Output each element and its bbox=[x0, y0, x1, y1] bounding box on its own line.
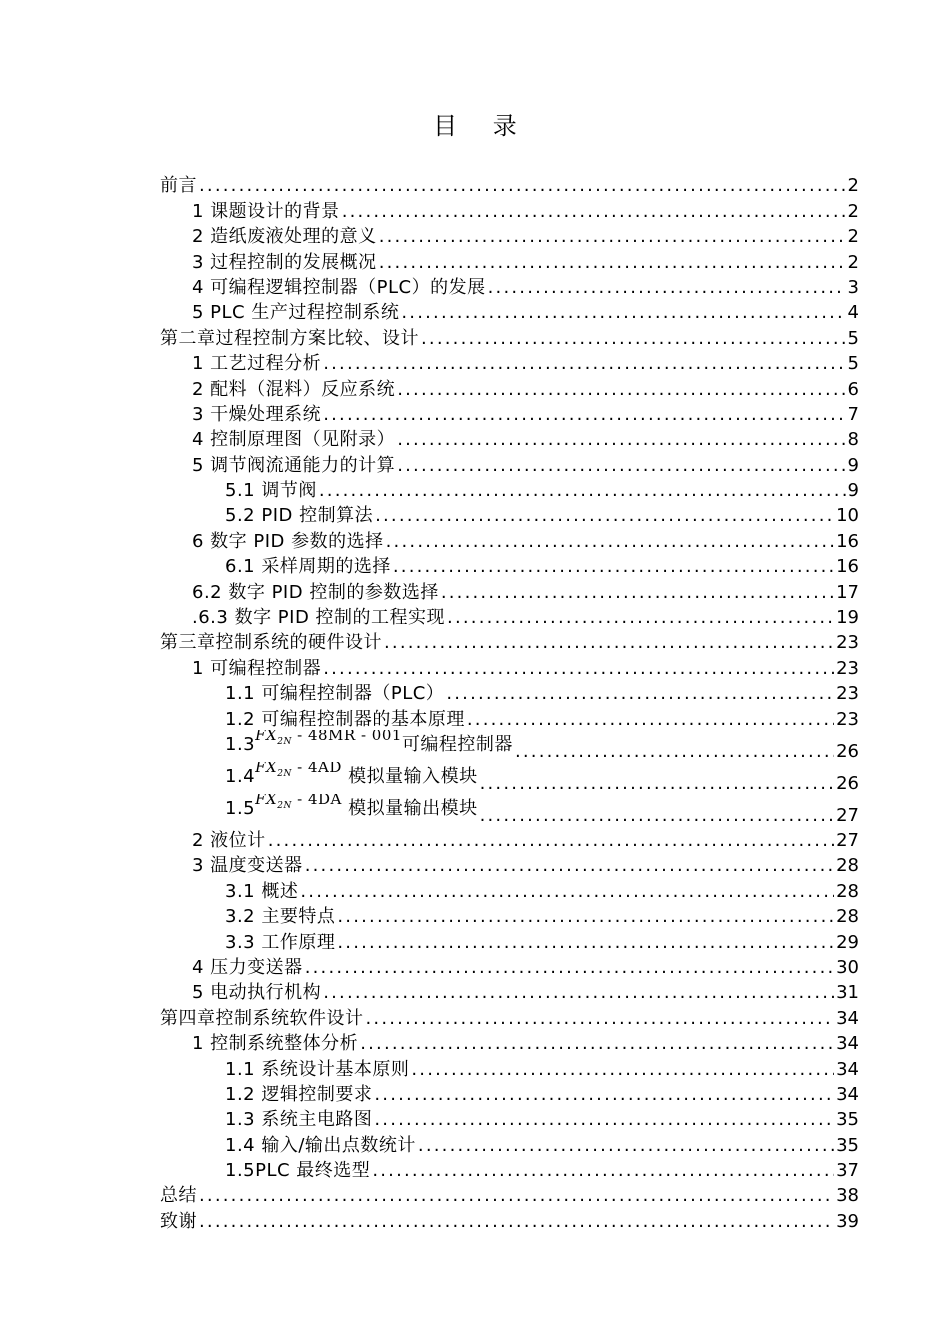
toc-entry-title bbox=[225, 1060, 409, 1080]
toc-entry[interactable] bbox=[160, 876, 859, 901]
toc-entry-title bbox=[160, 633, 382, 653]
toc-entry-label: 3 过程控制的发展概况 bbox=[192, 251, 377, 273]
toc-entry-label: .6.3 数字 PID 控制的工程实现 bbox=[192, 607, 446, 629]
toc-entry-title bbox=[225, 481, 317, 501]
toc-entry-label: 1.3 bbox=[225, 733, 256, 755]
toc-entry-label: 4 压力变送器 bbox=[192, 956, 303, 978]
toc-entry-title bbox=[192, 608, 445, 628]
toc-entry-title bbox=[225, 1085, 372, 1105]
toc-entry-title bbox=[192, 354, 321, 374]
toc-entry-page: 37 bbox=[836, 1160, 859, 1182]
toc-entry[interactable] bbox=[160, 552, 859, 577]
toc-entry-label: 致谢 bbox=[160, 1210, 197, 1232]
dot-leader bbox=[337, 907, 834, 927]
toc-entry-label: 1.4 输入/输出点数统计 bbox=[225, 1134, 416, 1156]
toc-entry-page: 3 bbox=[847, 276, 859, 298]
dot-leader bbox=[300, 882, 834, 902]
toc-entry-page: 27 bbox=[836, 829, 859, 851]
toc-entry-title bbox=[192, 958, 303, 978]
formula-base: FX bbox=[255, 761, 278, 776]
toc-entry-title bbox=[225, 1136, 416, 1156]
toc-entry[interactable] bbox=[160, 628, 859, 653]
toc-entry[interactable] bbox=[160, 927, 859, 952]
toc-entry-page: 23 bbox=[836, 708, 859, 730]
toc-entry-title bbox=[192, 405, 321, 425]
toc-entry[interactable] bbox=[160, 1105, 859, 1130]
toc-entry-page: 2 bbox=[847, 175, 859, 197]
toc-entry-title bbox=[225, 793, 478, 826]
formula-subscript: 2N bbox=[277, 800, 292, 811]
toc-entry[interactable] bbox=[160, 603, 859, 628]
dot-leader bbox=[480, 806, 835, 826]
toc-entry-title bbox=[160, 1212, 197, 1232]
toc-entry-title bbox=[192, 583, 439, 603]
toc-entry-label: 6.2 数字 PID 控制的参数选择 bbox=[192, 581, 439, 603]
toc-entry-label: 第二章过程控制方案比较、设计 bbox=[160, 327, 419, 349]
toc-entry[interactable] bbox=[160, 653, 859, 678]
toc-entry-label: 3.1 概述 bbox=[225, 880, 299, 902]
toc-entry[interactable] bbox=[160, 501, 859, 526]
toc-entry-title bbox=[192, 983, 321, 1003]
toc-entry-label: 5.1 调节阀 bbox=[225, 480, 317, 502]
toc-entry-label: 3.2 主要特点 bbox=[225, 906, 336, 928]
toc-entry-label: 3.3 工作原理 bbox=[225, 931, 336, 953]
dot-leader bbox=[323, 354, 845, 374]
toc-entry-label: 1 工艺过程分析 bbox=[192, 353, 322, 375]
toc-entry-title bbox=[225, 1110, 372, 1130]
toc-entry-page: 2 bbox=[847, 200, 859, 222]
toc-entry[interactable] bbox=[160, 902, 859, 927]
dot-leader bbox=[467, 710, 834, 730]
toc-entry-label: 4 可编程逻辑控制器（PLC）的发展 bbox=[192, 276, 486, 298]
toc-list bbox=[160, 171, 859, 1232]
toc-entry-label: 2 液位计 bbox=[192, 829, 266, 851]
toc-entry-page: 26 bbox=[836, 740, 859, 762]
dot-leader bbox=[480, 774, 835, 794]
toc-entry-title bbox=[192, 202, 340, 222]
toc-entry[interactable] bbox=[160, 400, 859, 425]
toc-entry-page: 2 bbox=[847, 251, 859, 273]
toc-entry-title bbox=[225, 907, 335, 927]
toc-entry[interactable] bbox=[160, 953, 859, 978]
toc-entry-label: 1.5 bbox=[225, 797, 256, 819]
toc-entry-title bbox=[192, 831, 266, 851]
toc-entry-title bbox=[225, 710, 465, 730]
toc-entry[interactable] bbox=[160, 247, 859, 272]
toc-entry-title bbox=[192, 227, 377, 247]
toc-entry-label: 第三章控制系统的硬件设计 bbox=[160, 632, 382, 654]
toc-entry-suffix: 模拟量输入模块 bbox=[341, 765, 478, 787]
dot-leader bbox=[401, 303, 845, 323]
toc-entry-label: 1.2 可编程控制器的基本原理 bbox=[225, 708, 465, 730]
toc-entry-title bbox=[225, 761, 478, 794]
toc-entry-page: 4 bbox=[847, 302, 859, 324]
toc-entry-page: 5 bbox=[847, 327, 859, 349]
toc-entry-label: 1 课题设计的背景 bbox=[192, 200, 340, 222]
toc-entry-page: 34 bbox=[836, 1033, 859, 1055]
toc-entry-title bbox=[192, 1034, 358, 1054]
toc-entry[interactable] bbox=[160, 171, 859, 196]
toc-entry-label: 1.1 系统设计基本原则 bbox=[225, 1058, 410, 1080]
toc-entry[interactable] bbox=[160, 1181, 859, 1206]
toc-entry-label: 2 造纸废液处理的意义 bbox=[192, 226, 377, 248]
model-formula bbox=[255, 793, 342, 811]
toc-entry-page: 6 bbox=[847, 378, 859, 400]
dot-leader bbox=[488, 278, 846, 298]
dot-leader bbox=[418, 1136, 834, 1156]
toc-entry-title bbox=[225, 557, 391, 577]
dot-leader bbox=[379, 227, 846, 247]
dot-leader bbox=[515, 742, 834, 762]
dot-leader bbox=[375, 506, 834, 526]
dot-leader bbox=[305, 958, 834, 978]
toc-entry-title bbox=[192, 532, 384, 552]
toc-entry[interactable] bbox=[160, 1156, 859, 1181]
toc-entry-page: 10 bbox=[836, 505, 859, 527]
toc-entry[interactable] bbox=[160, 476, 859, 501]
toc-entry-title bbox=[192, 856, 303, 876]
toc-entry[interactable] bbox=[160, 349, 859, 374]
dot-leader bbox=[305, 856, 834, 876]
model-formula bbox=[255, 761, 342, 779]
toc-entry[interactable] bbox=[160, 425, 859, 450]
toc-entry-page: 39 bbox=[836, 1210, 859, 1232]
toc-entry-title bbox=[192, 456, 395, 476]
toc-entry-page: 34 bbox=[836, 1058, 859, 1080]
dot-leader bbox=[337, 933, 834, 953]
toc-entry[interactable] bbox=[160, 298, 859, 323]
toc-entry-label: 6.1 采样周期的选择 bbox=[225, 556, 391, 578]
toc-entry-label: 1 控制系统整体分析 bbox=[192, 1033, 359, 1055]
toc-entry-page: 38 bbox=[836, 1185, 859, 1207]
dot-leader bbox=[397, 456, 845, 476]
formula-rest: - 4DA bbox=[291, 793, 342, 808]
toc-entry-title bbox=[160, 1009, 364, 1029]
toc-entry-page: 34 bbox=[836, 1007, 859, 1029]
dot-leader bbox=[199, 1186, 834, 1206]
toc-entry-page: 34 bbox=[836, 1083, 859, 1105]
toc-entry[interactable] bbox=[160, 1029, 859, 1054]
toc-entry-page: 28 bbox=[836, 855, 859, 877]
dot-leader bbox=[411, 1060, 834, 1080]
toc-entry-page: 28 bbox=[836, 880, 859, 902]
toc-entry-page: 23 bbox=[836, 632, 859, 654]
toc-entry-page: 30 bbox=[836, 956, 859, 978]
dot-leader bbox=[323, 405, 845, 425]
toc-entry-title bbox=[225, 729, 513, 762]
toc-entry-title bbox=[192, 253, 377, 273]
toc-entry-label: 4 控制原理图（见附录） bbox=[192, 429, 396, 451]
toc-entry[interactable] bbox=[160, 1080, 859, 1105]
toc-entry[interactable] bbox=[160, 704, 859, 729]
toc-entry-label: 1.1 可编程控制器（PLC） bbox=[225, 683, 445, 705]
dot-leader bbox=[199, 1212, 834, 1232]
dot-leader bbox=[384, 633, 834, 653]
toc-entry-label: 5.2 PID 控制算法 bbox=[225, 505, 374, 527]
toc-entry[interactable] bbox=[160, 577, 859, 602]
toc-entry-title bbox=[225, 882, 298, 902]
toc-entry-page: 9 bbox=[847, 454, 859, 476]
toc-entry-label: 1.2 逻辑控制要求 bbox=[225, 1083, 373, 1105]
toc-entry-page: 19 bbox=[836, 607, 859, 629]
toc-entry[interactable] bbox=[160, 851, 859, 876]
dot-leader bbox=[268, 831, 834, 851]
toc-entry-title bbox=[192, 659, 321, 679]
dot-leader bbox=[446, 684, 834, 704]
dot-leader bbox=[342, 202, 846, 222]
formula-base: FX bbox=[255, 729, 278, 744]
toc-entry-page: 17 bbox=[836, 581, 859, 603]
dot-leader bbox=[447, 608, 834, 628]
toc-entry-label: 1 可编程控制器 bbox=[192, 657, 322, 679]
toc-entry-label: 1.5PLC 最终选型 bbox=[225, 1160, 371, 1182]
dot-leader bbox=[374, 1110, 834, 1130]
dot-leader bbox=[199, 176, 846, 196]
toc-entry-title bbox=[225, 506, 373, 526]
toc-entry-title bbox=[160, 1186, 197, 1206]
toc-entry-page: 23 bbox=[836, 683, 859, 705]
toc-entry-page: 2 bbox=[847, 226, 859, 248]
dot-leader bbox=[374, 1085, 834, 1105]
toc-entry-page: 7 bbox=[847, 403, 859, 425]
toc-entry[interactable] bbox=[160, 1054, 859, 1079]
dot-leader bbox=[366, 1009, 835, 1029]
toc-entry-page: 8 bbox=[847, 429, 859, 451]
toc-entry[interactable] bbox=[160, 794, 859, 826]
toc-entry-label: 第四章控制系统软件设计 bbox=[160, 1007, 364, 1029]
toc-entry-title bbox=[192, 278, 486, 298]
dot-leader bbox=[360, 1034, 834, 1054]
dot-leader bbox=[323, 983, 834, 1003]
toc-entry[interactable] bbox=[160, 978, 859, 1003]
toc-entry-page: 9 bbox=[847, 480, 859, 502]
toc-entry-label: 5 PLC 生产过程控制系统 bbox=[192, 302, 400, 324]
formula-subscript: 2N bbox=[277, 736, 292, 747]
dot-leader bbox=[386, 532, 834, 552]
model-formula bbox=[255, 729, 402, 747]
toc-entry[interactable] bbox=[160, 526, 859, 551]
toc-entry-label: 前言 bbox=[160, 175, 197, 197]
dot-leader bbox=[372, 1161, 834, 1181]
toc-entry[interactable] bbox=[160, 1206, 859, 1231]
toc-entry[interactable] bbox=[160, 679, 859, 704]
toc-entry-page: 28 bbox=[836, 906, 859, 928]
toc-entry-label: 1.4 bbox=[225, 765, 256, 787]
toc-entry-label: 5 电动执行机构 bbox=[192, 982, 322, 1004]
toc-entry[interactable] bbox=[160, 323, 859, 348]
toc-entry-page: 35 bbox=[836, 1109, 859, 1131]
toc-entry-suffix: 可编程控制器 bbox=[401, 733, 513, 755]
dot-leader bbox=[397, 380, 845, 400]
formula-subscript: 2N bbox=[277, 768, 292, 779]
dot-leader bbox=[393, 557, 834, 577]
toc-entry-title bbox=[160, 329, 419, 349]
toc-entry-title bbox=[225, 684, 444, 704]
toc-title: 目 录 bbox=[433, 112, 531, 140]
toc-entry-page: 27 bbox=[836, 804, 859, 826]
toc-entry-label: 5 调节阀流通能力的计算 bbox=[192, 454, 396, 476]
toc-entry-label: 1.3 系统主电路图 bbox=[225, 1109, 373, 1131]
dot-leader bbox=[319, 481, 846, 501]
toc-entry-label: 3 干燥处理系统 bbox=[192, 403, 322, 425]
toc-entry-title bbox=[160, 176, 197, 196]
toc-entry-page: 23 bbox=[836, 657, 859, 679]
formula-rest: - 48MR - 001 bbox=[291, 729, 402, 744]
toc-entry[interactable] bbox=[160, 273, 859, 298]
toc-entry-title bbox=[225, 933, 335, 953]
toc-entry-title bbox=[192, 380, 395, 400]
toc-entry[interactable] bbox=[160, 1003, 859, 1028]
toc-entry-title bbox=[192, 303, 399, 323]
toc-entry-page: 35 bbox=[836, 1134, 859, 1156]
toc-entry[interactable] bbox=[160, 762, 859, 794]
toc-entry[interactable] bbox=[160, 196, 859, 221]
formula-base: FX bbox=[255, 793, 278, 808]
dot-leader bbox=[421, 329, 846, 349]
dot-leader bbox=[397, 430, 845, 450]
toc-entry-page: 31 bbox=[836, 982, 859, 1004]
toc-entry-label: 3 温度变送器 bbox=[192, 855, 303, 877]
toc-entry-title bbox=[225, 1161, 370, 1181]
toc-entry-title bbox=[192, 430, 395, 450]
toc-entry[interactable] bbox=[160, 222, 859, 247]
formula-rest: - 4AD bbox=[291, 761, 342, 776]
toc-entry-page: 16 bbox=[836, 556, 859, 578]
toc-entry[interactable] bbox=[160, 730, 859, 762]
toc-entry-label: 2 配料（混料）反应系统 bbox=[192, 378, 396, 400]
toc-entry-suffix: 模拟量输出模块 bbox=[341, 797, 478, 819]
dot-leader bbox=[379, 253, 846, 273]
toc-entry-label: 6 数字 PID 参数的选择 bbox=[192, 530, 384, 552]
toc-entry[interactable] bbox=[160, 826, 859, 851]
toc-entry-page: 16 bbox=[836, 530, 859, 552]
toc-entry[interactable] bbox=[160, 1130, 859, 1155]
dot-leader bbox=[323, 659, 834, 679]
dot-leader bbox=[441, 583, 834, 603]
toc-entry-page: 26 bbox=[836, 772, 859, 794]
toc-entry-label: 总结 bbox=[160, 1185, 197, 1207]
toc-entry-page: 29 bbox=[836, 931, 859, 953]
toc-entry[interactable] bbox=[160, 374, 859, 399]
toc-entry-page: 5 bbox=[847, 353, 859, 375]
toc-entry[interactable] bbox=[160, 450, 859, 475]
